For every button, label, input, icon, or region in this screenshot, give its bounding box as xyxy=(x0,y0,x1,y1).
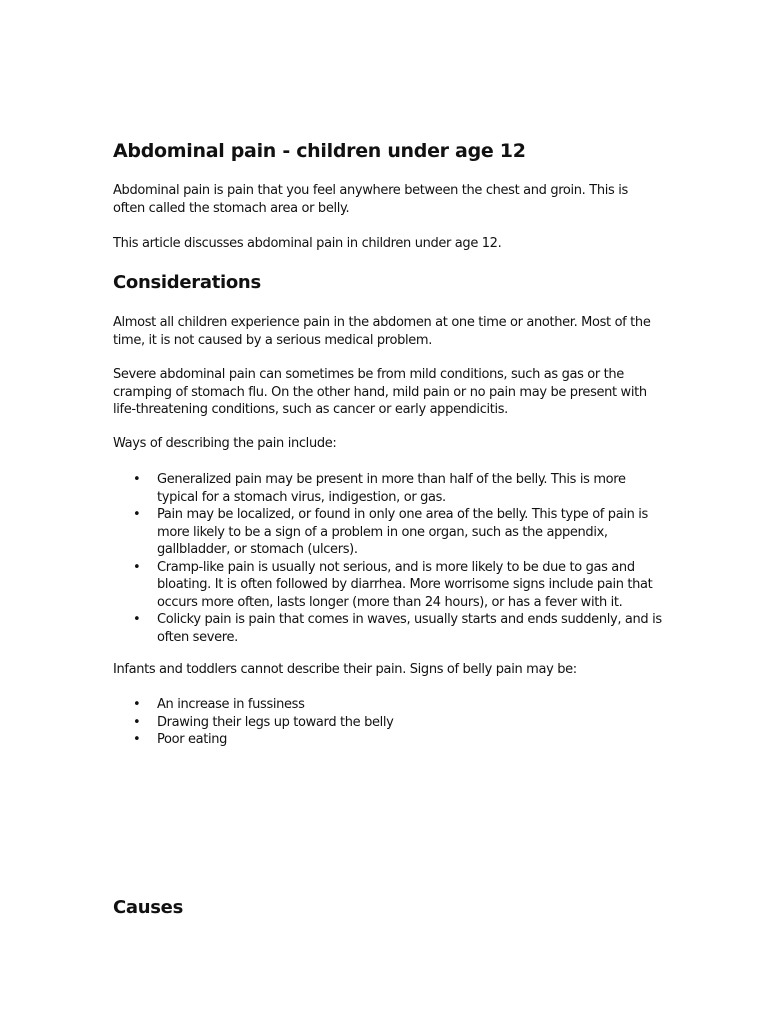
list-item: • Drawing their legs up toward the belly xyxy=(113,714,663,732)
causes-heading: Causes xyxy=(113,897,184,918)
list-item: • Poor eating xyxy=(113,731,663,749)
infants-paragraph: Infants and toddlers cannot describe their pain. Signs of belly pain may be: xyxy=(113,662,577,677)
considerations-paragraph: Ways of describing the pain include: xyxy=(113,436,337,451)
considerations-heading: Considerations xyxy=(113,272,261,293)
considerations-paragraph: Severe abdominal pain can sometimes be from mild conditions, such as gas or the cramping of stomach flu. On the other hand, mild pain or no pain may be present with life-threatening conditions, such as cancer or early appendicitis. xyxy=(113,367,647,417)
intro-paragraph: Abdominal pain is pain that you feel anywhere between the chest and groin. This is often called the stomach area or belly. xyxy=(113,183,628,216)
pain-types-list xyxy=(113,471,663,646)
list-item: • An increase in fussiness xyxy=(113,696,663,714)
page-title: Abdominal pain - children under age 12 xyxy=(113,140,526,162)
considerations-paragraph: Almost all children experience pain in the abdomen at one time or another. Most of the time, it is not caused by a serious medical problem. xyxy=(113,315,651,348)
list-item: • Generalized pain may be present in more than half of the belly. This is more typical for a stomach virus, indigestion, or gas. xyxy=(113,471,663,506)
infant-signs-list xyxy=(113,696,663,749)
list-item: • Pain may be localized, or found in only one area of the belly. This type of pain is more likely to be a sign of a problem in one organ, such as the appendix, gallbladder, or stomach (ulcers). xyxy=(113,506,663,559)
list-item: • Colicky pain is pain that comes in waves, usually starts and ends suddenly, and is often severe. xyxy=(113,611,663,646)
intro-paragraph: This article discusses abdominal pain in children under age 12. xyxy=(113,236,502,251)
list-item: • Cramp-like pain is usually not serious, and is more likely to be due to gas and bloating. It is often followed by diarrhea. More worrisome signs include pain that occurs more often, lasts longer (more than 24 hours), or has a fever with it. xyxy=(113,559,663,612)
